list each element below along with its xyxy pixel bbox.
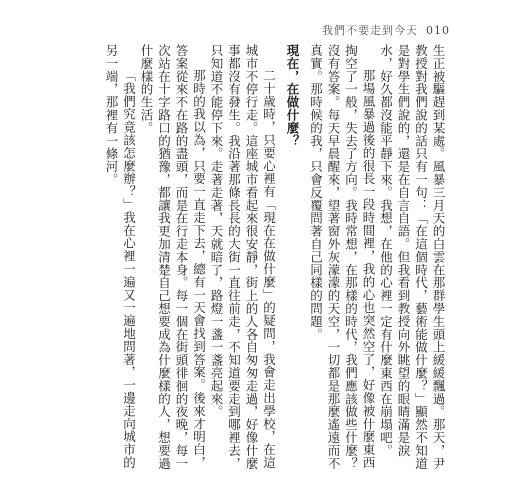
paragraph: 那時的我以為，只要一直走下去，總有一天會找到答案。後來才明白，答案從來不在路的盡頭，而是在行走本身。每一個在街頭徘徊的夜晚，每一次站在十字路口的猶豫，都讓我更加清楚自己想要成為什麼樣的人，想要過什麼樣的生活。 [139, 44, 207, 470]
paragraph: 二十歲時，只要心裡有「現在在做什麼」的疑問，我會走出學校，在這城市不停行走。這座城市看起來很安靜，街上的人各自匆匆走過，好像什麼事都沒有發生。我沿著那條長長的大街一直往前走，不知道要走到哪裡去，只知道不能停下來。走著走著，天就暗了，路燈一盞一盞亮起來。 [209, 44, 277, 470]
section-heading: 現在，在做什麼？ [285, 44, 300, 148]
page-body [72, 44, 447, 470]
paragraph: 「我們究竟該怎麼辦？」我在心裡一遍又一遍地問著，一邊走向城市的另一端，那裡有一條河。 [104, 44, 137, 469]
running-title: 我們不要走到今天 [322, 24, 418, 37]
paragraph: 生正被驅趕到某處。風暴三月天的白雲在那群學生頭上緩緩飄過。那天，尹教授對我們說的話只有一句：「在這個時代，藝術能做什麼？」顯然不知道是對學生們說的，還是在自言自語。但我看到教授向外眺望的眼睛滿是淚水，好久都沒能平靜下來。我想，在他的心裡一定有什麼東西在崩塌吧。 [378, 44, 446, 470]
paragraph: 那場風暴過後的很長一段時間裡，我的心也突然空了，好像被什麼東西掏空了一般，失去了方向。我時常想，在那樣的時代，我們應該做些什麼？沒有答案。每天早晨醒來，望著窗外灰濛濛的天空，一切都是那麼遙遠而不真實。那時候的我，只會反覆問著自己同樣的問題。 [308, 44, 376, 470]
page-header [322, 22, 450, 38]
page-number: 010 [426, 24, 450, 37]
